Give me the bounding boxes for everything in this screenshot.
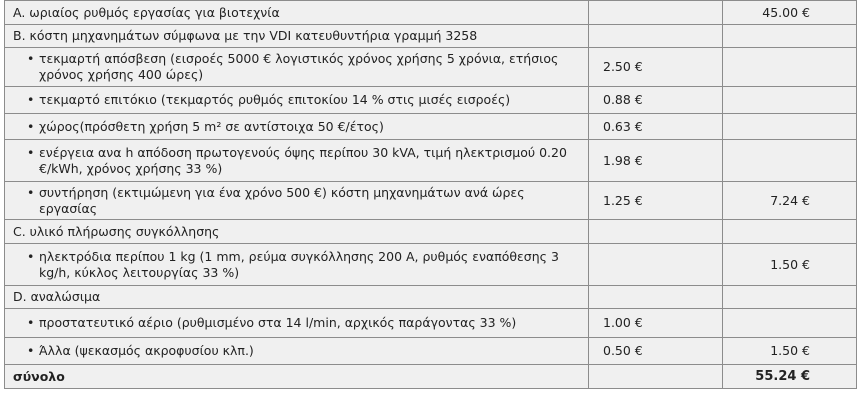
amount-value: 7.24 € xyxy=(723,182,857,220)
item-description xyxy=(5,182,589,220)
cost-item-row xyxy=(5,244,857,286)
bullet-icon: • xyxy=(27,51,35,66)
amount-value xyxy=(723,220,857,244)
amount-value xyxy=(723,48,857,87)
item-label: τεκμαρτό επιτόκιο (τεκμαρτός ρυθμός επιτοκίου 14 % στις μισές εισροές) xyxy=(39,92,511,107)
item-description xyxy=(5,48,589,87)
bullet-icon: • xyxy=(27,118,35,134)
cost-item-row xyxy=(5,309,857,338)
item-description xyxy=(5,87,589,114)
bullet-icon: • xyxy=(27,248,35,264)
cost-item-row xyxy=(5,338,857,365)
section-row xyxy=(5,286,857,309)
section-row xyxy=(5,220,857,244)
item-label: συντήρηση (εκτιμώμενη για ένα χρόνο 500 €) κόστη μηχανημάτων ανά ώρες εργασίας xyxy=(39,184,525,216)
total-value: 55.24 € xyxy=(723,365,857,389)
amount-value xyxy=(723,286,857,309)
item-description xyxy=(5,114,589,140)
item-label: τεκμαρτή απόσβεση (εισροές 5000 € λογιστικός χρόνος χρήσης 5 χρόνια, ετήσιος χρόνος χρήσης 400 ώρες) xyxy=(39,51,559,82)
subtotal-value: 0.63 € xyxy=(589,114,723,140)
amount-value xyxy=(723,25,857,48)
amount-value: 45.00 € xyxy=(723,1,857,25)
cost-item-row xyxy=(5,87,857,114)
subtotal-value: 2.50 € xyxy=(589,48,723,87)
bullet-icon: • xyxy=(27,315,35,330)
cost-table xyxy=(4,0,857,389)
item-label: ενέργεια ανα h απόδοση πρωτογενούς όψης περίπου 30 kVA, τιμή ηλεκτρισμού 0.20 €/kWh, χρόνος χρήσης 33 %) xyxy=(39,144,567,176)
bullet-icon: • xyxy=(27,343,35,358)
total-row xyxy=(5,365,857,389)
bullet-icon: • xyxy=(27,184,35,200)
item-description xyxy=(5,140,589,182)
subtotal-value: 0.50 € xyxy=(589,338,723,365)
subtotal-value: 1.98 € xyxy=(589,140,723,182)
subtotal-value xyxy=(589,25,723,48)
amount-value: 1.50 € xyxy=(723,244,857,286)
subtotal-value xyxy=(589,244,723,286)
section-label: C. υλικό πλήρωσης συγκόλλησης xyxy=(5,220,589,244)
total-label: σύνολο xyxy=(5,365,589,389)
cost-item-row xyxy=(5,140,857,182)
section-label: A. ωριαίος ρυθμός εργασίας για βιοτεχνία xyxy=(5,1,589,25)
amount-value xyxy=(723,140,857,182)
subtotal-value: 0.88 € xyxy=(589,87,723,114)
item-label: Άλλα (ψεκασμός ακροφυσίου κλπ.) xyxy=(39,343,254,358)
cost-table-body xyxy=(5,1,857,389)
cost-item-row xyxy=(5,114,857,140)
item-label: προστατευτικό αέριο (ρυθμισμένο στα 14 l/min, αρχικός παράγοντας 33 %) xyxy=(39,315,517,330)
subtotal-value xyxy=(589,365,723,389)
item-description xyxy=(5,338,589,365)
bullet-icon: • xyxy=(27,144,35,160)
cost-item-row xyxy=(5,48,857,87)
section-row xyxy=(5,1,857,25)
subtotal-value: 1.00 € xyxy=(589,309,723,338)
subtotal-value: 1.25 € xyxy=(589,182,723,220)
item-description xyxy=(5,244,589,286)
amount-value xyxy=(723,114,857,140)
cost-item-row xyxy=(5,182,857,220)
amount-value xyxy=(723,87,857,114)
section-label: D. αναλώσιμα xyxy=(5,286,589,309)
amount-value: 1.50 € xyxy=(723,338,857,365)
subtotal-value xyxy=(589,220,723,244)
amount-value xyxy=(723,309,857,338)
section-row xyxy=(5,25,857,48)
item-description xyxy=(5,309,589,338)
bullet-icon: • xyxy=(27,92,35,107)
subtotal-value xyxy=(589,1,723,25)
item-label: ηλεκτρόδια περίπου 1 kg (1 mm, ρεύμα συγκόλλησης 200 A, ρυθμός εναπόθεσης 3 kg/h, κύκλος λειτουργίας 33 %) xyxy=(39,248,559,280)
item-label: χώρος(πρόσθετη χρήση 5 m² σε αντίστοιχα 50 €/έτος) xyxy=(39,118,384,134)
section-label: B. κόστη μηχανημάτων σύμφωνα με την VDI κατευθυντήρια γραμμή 3258 xyxy=(5,25,589,48)
subtotal-value xyxy=(589,286,723,309)
